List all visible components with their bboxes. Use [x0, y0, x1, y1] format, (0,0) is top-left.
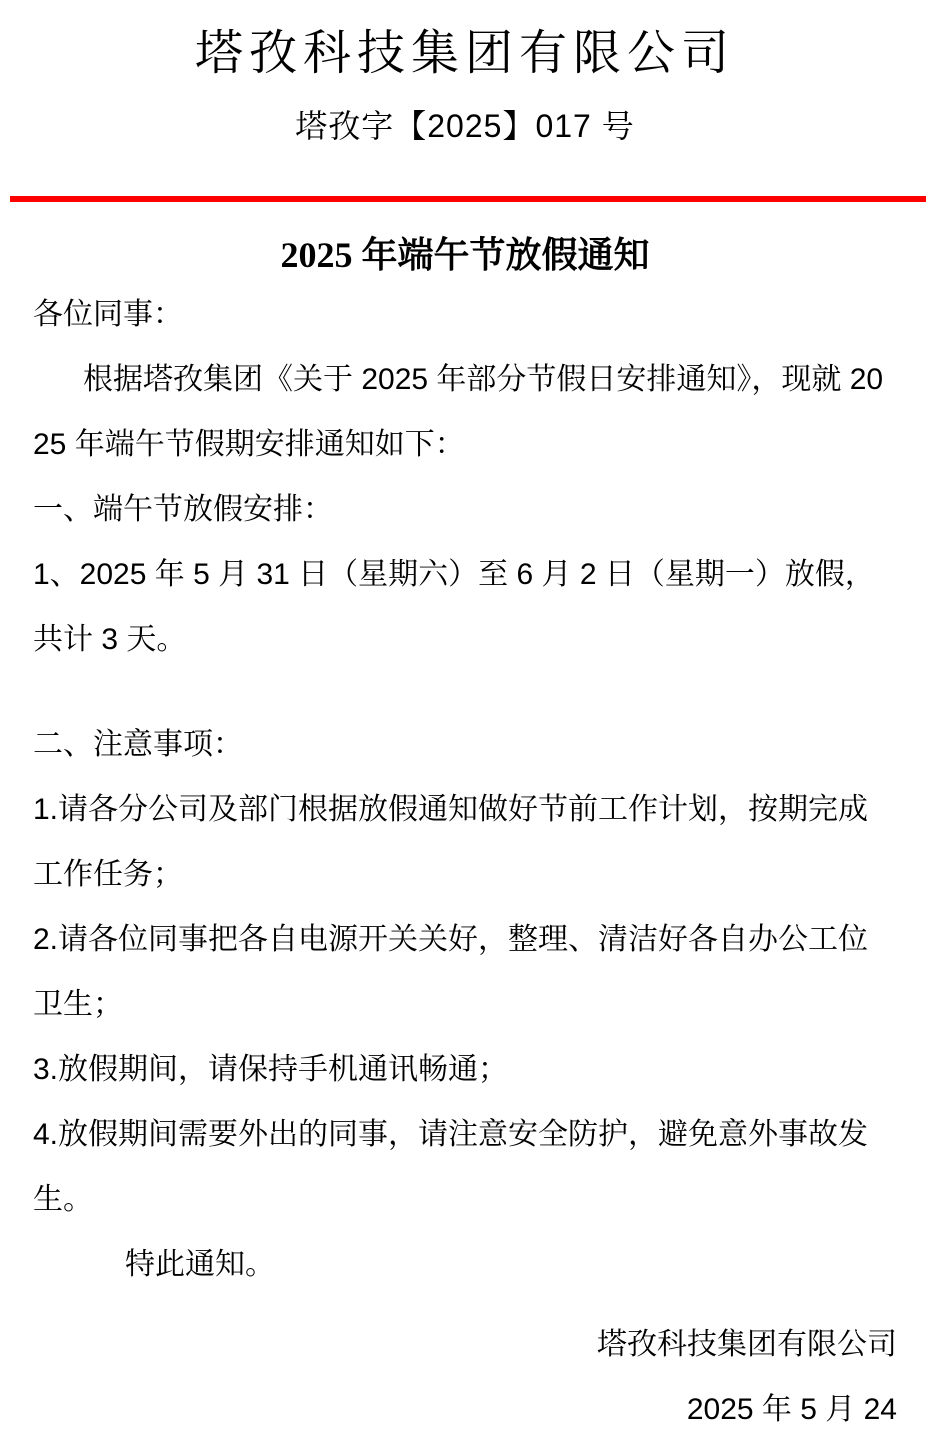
section-2-item-4: 4.放假期间需要外出的同事，请注意安全防护，避免意外事故发生。 [33, 1118, 869, 1216]
closing-line: 特此通知。 [125, 1248, 275, 1281]
signature-company: 塔孜科技集团有限公司 [597, 1328, 897, 1361]
company-title: 塔孜科技集团有限公司 [194, 27, 735, 80]
notice-body [33, 282, 897, 1442]
doc-number: 塔孜字【2025】017 号 [295, 108, 635, 144]
section-1-heading: 一、端午节放假安排： [33, 493, 333, 526]
section-spacer [33, 672, 897, 712]
signature-date: 2025 年 5 月 24 [686, 1393, 897, 1426]
red-divider-line [10, 196, 926, 202]
section-2-item-1: 1.请各分公司及部门根据放假通知做好节前工作计划，按期完成工作任务； [33, 793, 869, 891]
salutation: 各位同事： [33, 298, 183, 331]
intro-paragraph: 根据塔孜集团《关于 2025 年部分节假日安排通知》，现就 2025 年端午节假期安排通知如下： [33, 363, 884, 461]
notice-title: 2025 年端午节放假通知 [280, 235, 650, 275]
section-2-item-2: 2.请各位同事把各自电源开关关好，整理、清洁好各自办公工位卫生； [33, 923, 869, 1021]
section-1-item-1: 1、2025 年 5 月 31 日（星期六）至 6 月 2 日（星期一）放假，共计 3 天。 [33, 558, 875, 656]
document-header [0, 0, 930, 146]
section-2-item-3: 3.放假期间，请保持手机通讯畅通； [33, 1053, 509, 1086]
signature-block [33, 1312, 897, 1442]
section-2-heading: 二、注意事项： [33, 728, 243, 761]
